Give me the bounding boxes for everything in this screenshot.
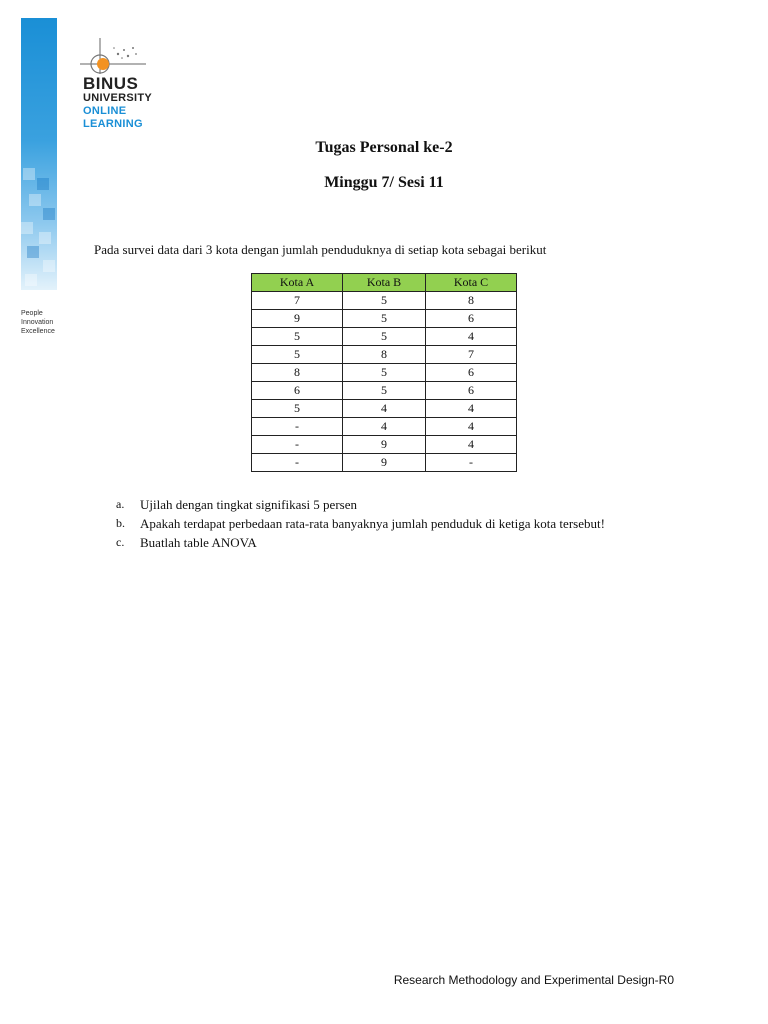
table-cell: - (252, 418, 343, 436)
table-cell: 6 (252, 382, 343, 400)
table-row (252, 310, 517, 328)
table-row (252, 328, 517, 346)
table-cell: 4 (426, 328, 517, 346)
table-row (252, 418, 517, 436)
table-cell: 8 (252, 364, 343, 382)
table-row (252, 346, 517, 364)
table-cell: 4 (426, 418, 517, 436)
header-kota-b: Kota B (343, 274, 426, 292)
table-cell: 5 (343, 328, 426, 346)
table-cell: 5 (343, 382, 426, 400)
table-cell: - (252, 454, 343, 472)
binus-logo-mark-icon (78, 36, 148, 76)
tagline (21, 309, 55, 336)
document-title: Tugas Personal ke-2 (315, 139, 453, 156)
table-header-row (252, 274, 517, 292)
question-item-b (116, 514, 675, 533)
table-cell: 5 (252, 328, 343, 346)
table-cell: 4 (426, 436, 517, 454)
table-cell: 5 (343, 310, 426, 328)
logo-binus: BINUS (83, 74, 139, 93)
tagline-innovation: Innovation (21, 319, 54, 326)
question-text: Buatlah table ANOVA (140, 535, 257, 550)
table-cell: 4 (343, 400, 426, 418)
table-row (252, 364, 517, 382)
question-text: Ujilah dengan tingkat signifikasi 5 persen (140, 497, 357, 512)
logo-learning: LEARNING (83, 118, 143, 130)
logo-online: ONLINE (83, 105, 127, 117)
table-cell: - (252, 436, 343, 454)
table-cell: 7 (426, 346, 517, 364)
header-kota-a: Kota A (252, 274, 343, 292)
table-cell: 6 (426, 364, 517, 382)
question-marker: c. (116, 535, 125, 549)
table-cell: 5 (252, 346, 343, 364)
question-list (116, 495, 675, 552)
table-cell: 7 (252, 292, 343, 310)
table-cell: 6 (426, 382, 517, 400)
table-cell: 4 (426, 400, 517, 418)
table-cell: 9 (343, 454, 426, 472)
table-row (252, 400, 517, 418)
logo-university: UNIVERSITY (83, 92, 153, 104)
table-cell: 5 (343, 364, 426, 382)
question-item-a (116, 495, 675, 514)
question-item-c (116, 533, 675, 552)
table-row (252, 382, 517, 400)
table-cell: 5 (343, 292, 426, 310)
tagline-excellence: Excellence (21, 328, 55, 335)
question-marker: a. (116, 497, 125, 511)
document-subtitle: Minggu 7/ Sesi 11 (324, 174, 444, 191)
table-cell: 5 (252, 400, 343, 418)
table-cell: 9 (343, 436, 426, 454)
table-cell: 6 (426, 310, 517, 328)
binus-logo-text (83, 76, 152, 131)
tagline-people: People (21, 310, 43, 317)
table-cell: - (426, 454, 517, 472)
question-text: Apakah terdapat perbedaan rata-rata banyaknya jumlah penduduk di ketiga kota tersebut! (140, 516, 605, 531)
table-cell: 8 (343, 346, 426, 364)
table-cell: 9 (252, 310, 343, 328)
table-row (252, 454, 517, 472)
table-cell: 8 (426, 292, 517, 310)
page-footer: Research Methodology and Experimental Design-R0 (393, 973, 674, 987)
table-cell: 4 (343, 418, 426, 436)
question-marker: b. (116, 516, 125, 530)
header-kota-c: Kota C (426, 274, 517, 292)
table-row (252, 436, 517, 454)
table-row (252, 292, 517, 310)
population-table (251, 273, 517, 472)
binus-logo (78, 36, 198, 136)
intro-text: Pada survei data dari 3 kota dengan jumlah penduduknya di setiap kota sebagai berikut (94, 242, 547, 257)
